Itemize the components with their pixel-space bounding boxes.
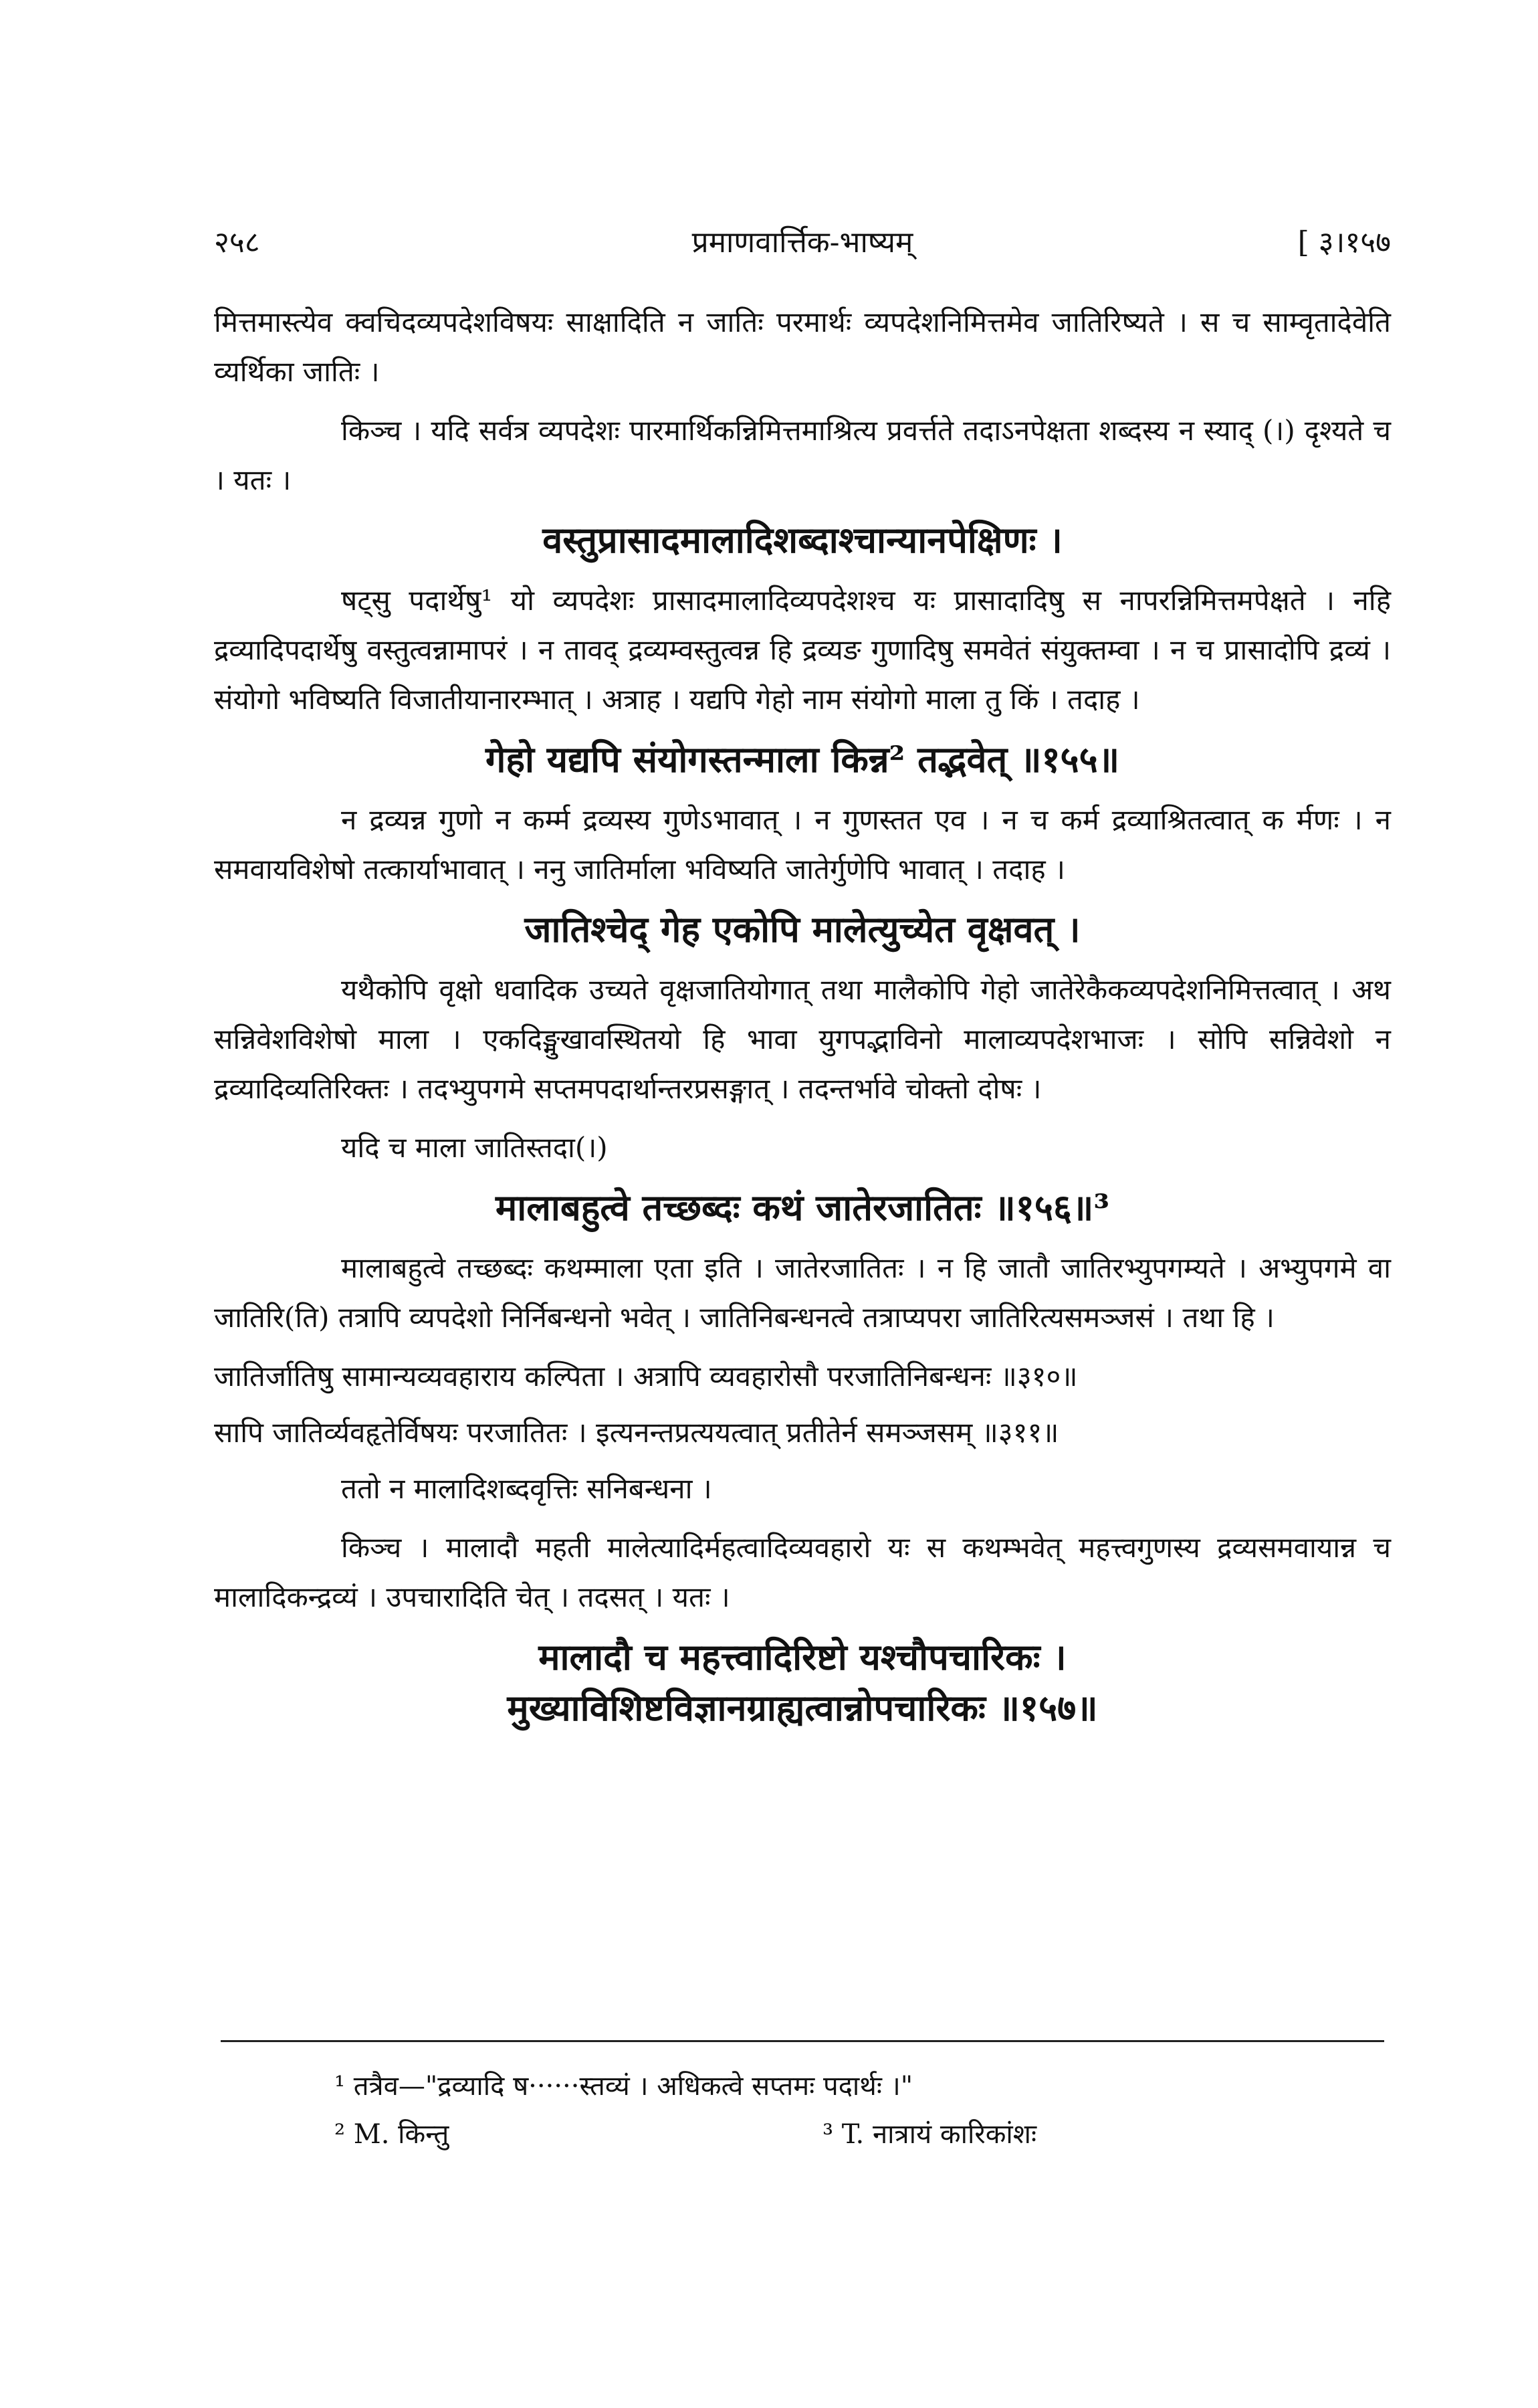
- page-number: २५८: [214, 225, 260, 260]
- paragraph: यदि च माला जातिस्तदा(।): [341, 1131, 608, 1164]
- paragraph: न द्रव्यन्न गुणो न कर्म्म द्रव्यस्य गुणेऽभावात् । न गुणस्तत एव । न च कर्म द्रव्याश्रितत्वात् क र्मणः । न समवायविशेषो तत्कार्याभावात् । ननु जातिर्माला भविष्यति जातेर्गुणेपि भावात् । तदाह ।: [214, 803, 1391, 886]
- footnotes: [334, 2064, 1378, 2160]
- paragraph: किञ्च । मालादौ महती मालेत्यादिर्महत्वादिव्यवहारो यः स कथम्भवेत् महत्त्वगुणस्य द्रव्यसमवायान्न च मालादिकन्द्रव्यं । उपचारादिति चेत् । तदसत् । यतः ।: [214, 1531, 1391, 1613]
- footnote-divider: [221, 2040, 1384, 2042]
- quoted-verse: सापि जातिर्व्यवहृतेर्विषयः परजातितः । इत्यनन्तप्रत्ययत्वात् प्रतीतेर्न समञ्जसम् ॥३११॥: [214, 1416, 1059, 1449]
- verse-line: मुख्याविशिष्टविज्ञानग्राह्यत्वान्नोपचारिकः ॥१५७॥: [507, 1686, 1098, 1729]
- footnote-1: ¹ तत्रैव—"द्रव्यादि ष······स्तव्यं । अधिकत्वे सप्तमः पदार्थः ।": [334, 2071, 913, 2102]
- footnote-2: ² M. किन्तु: [334, 2119, 449, 2150]
- footnote-3: ³ T. नात्रायं कारिकांशः: [822, 2119, 1037, 2150]
- page-header: [214, 221, 1391, 268]
- paragraph: मित्तमास्त्येव क्वचिदव्यपदेशविषयः साक्षादिति न जातिः परमार्थः व्यपदेशनिमित्तमेव जातिरिष्यते । स च साम्वृतादेवेति व्यर्थिका जातिः ।: [214, 306, 1391, 388]
- footnote-row: [334, 2064, 1378, 2112]
- paragraph: किञ्च । यदि सर्वत्र व्यपदेशः पारमार्थिकन्निमित्तमाश्रित्य प्रवर्त्तते तदाऽनपेक्षता शब्दस्य न स्याद् (।) दृश्यते च । यतः ।: [214, 414, 1391, 496]
- paragraph: मालाबहुत्वे तच्छब्दः कथम्माला एता इति । जातेरजातितः । न हि जातौ जातिरभ्युपगम्यते । अभ्युपगमे वा जातिरि(ति) तत्रापि व्यपदेशो निर्निबन्धनो भवेत् । जातिनिबन्धनत्वे तत्राप्यपरा जातिरित्यसमञ्जसं । तथा हि ।: [214, 1251, 1391, 1334]
- verse: जातिश्चेद् गेह एकोपि मालेत्युच्येत वृक्षवत् ।: [524, 908, 1081, 950]
- verse-line: मालादौ च महत्त्वादिरिष्टो यश्चौपचारिकः ।: [538, 1635, 1067, 1678]
- verse: [214, 1631, 1391, 1733]
- verse: वस्तुप्रासादमालादिशब्दाश्चान्यानपेक्षिणः ।: [542, 518, 1063, 561]
- paragraph: यथैकोपि वृक्षो धवादिक उच्यते वृक्षजातियोगात् तथा मालैकोपि गेहो जातेरेकैकव्यपदेशनिमित्तत्वात् । अथ सन्निवेशविशेषो माला । एकदिङ्मुखावस्थितयो हि भावा युगपद्भाविनो मालाव्यपदेशभाजः । सोपि सन्निवेशो न द्रव्यादिव्यतिरिक्तः । तदभ्युपगमे सप्तमपदार्थान्तरप्रसङ्गात् । तदन्तर्भावे चोक्तो दोषः ।: [214, 973, 1391, 1105]
- section-reference: [ ३।१५७: [1297, 225, 1391, 260]
- footnote-row: [334, 2112, 1378, 2160]
- paragraph: षट्सु पदार्थेषु¹ यो व्यपदेशः प्रासादमालादिव्यपदेशश्च यः प्रासादादिषु स नापरन्निमित्तमपेक्षते । नहि द्रव्यादिपदार्थेषु वस्तुत्वन्नामापरं । न तावद् द्रव्यम्वस्तुत्वन्न हि द्रव्यङ गुणादिषु समवेतं संयुक्तम्वा । न च प्रासादोपि द्रव्यं । संयोगो भविष्यति विजातीयानारम्भात् । अत्राह । यद्यपि गेहो नाम संयोगो माला तु किं । तदाह ।: [214, 584, 1391, 716]
- paragraph: ततो न मालादिशब्दवृत्तिः सनिबन्धना ।: [341, 1472, 712, 1505]
- running-title: प्रमाणवार्त्तिक-भाष्यम्: [691, 225, 913, 260]
- verse: मालाबहुत्वे तच्छब्दः कथं जातेरजातितः ॥१५६॥³: [496, 1186, 1109, 1229]
- quoted-verse: जातिर्जातिषु सामान्यव्यवहाराय कल्पिता । अत्रापि व्यवहारोसौ परजातिनिबन्धनः ॥३१०॥: [214, 1360, 1078, 1393]
- main-text: [214, 298, 1391, 1744]
- verse: गेहो यद्यपि संयोगस्तन्माला किन्न² तद्भवेत् ॥१५५॥: [485, 738, 1120, 781]
